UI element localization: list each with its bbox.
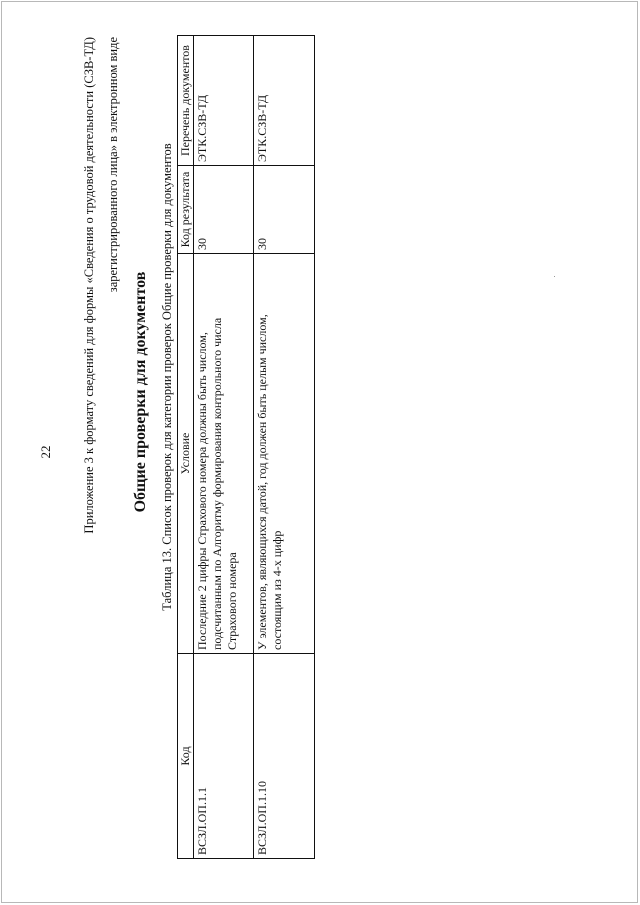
- table-caption: Таблица 13. Список проверок для категории проверок Общие проверки для документов: [160, 143, 174, 611]
- header-result-code: Код результата: [178, 166, 194, 254]
- header-condition: Условие: [178, 254, 194, 654]
- table-row: [194, 36, 254, 859]
- cell-condition: Последние 2 цифры Страхового номера должны быть числом, подсчитанным по Алгоритму формирования контрольного числа Страхового номера: [194, 254, 254, 654]
- cell-result-code: 30: [194, 166, 254, 254]
- page-number: 22: [38, 445, 53, 459]
- cell-result-code: 30: [254, 166, 315, 254]
- appendix-header-line-2: зарегистрированного лица» в электронном виде: [106, 37, 120, 293]
- cell-documents: ЭТК.СЗВ-ТД: [254, 36, 315, 166]
- rotated-content: [22, 22, 622, 887]
- header-documents: Перечень документов: [178, 36, 194, 166]
- checks-table: [177, 35, 315, 859]
- appendix-header-line-1: Приложение 3 к формату сведений для формы «Сведения о трудовой деятельности (СЗВ-ТД): [82, 37, 96, 534]
- header-code: Код: [178, 654, 194, 859]
- table-header-row: [178, 36, 194, 859]
- document-page: [1, 1, 638, 903]
- section-title: Общие проверки для документов: [132, 271, 149, 513]
- cell-code: ВСЗЛ.ОП.1.1: [194, 654, 254, 859]
- table-row: [254, 36, 315, 859]
- cell-condition: У элементов, являющихся датой, год должен быть целым числом, состоящим из 4-х цифр: [254, 254, 315, 654]
- cell-code: ВСЗЛ.ОП.1.10: [254, 654, 315, 859]
- cell-documents: ЭТК.СЗВ-ТД: [194, 36, 254, 166]
